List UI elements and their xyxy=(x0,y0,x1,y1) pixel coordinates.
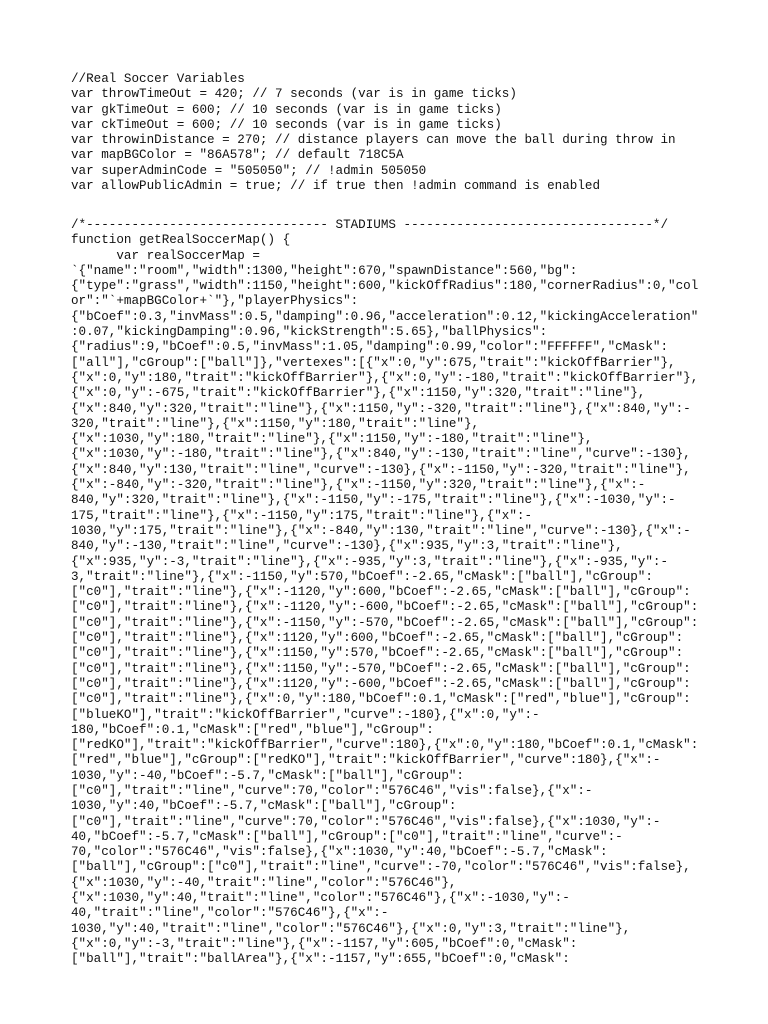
variables-code-line: var throwTimeOut = 420; // 7 seconds (var is in game ticks) xyxy=(71,87,517,102)
stadium-code-line: 175,"trait":"line"},{"x":-1150,"y":175,"trait":"line"},{"x":- xyxy=(71,508,533,523)
stadium-code-line: ["c0"],"trait":"line","curve":70,"color":"576C46","vis":false},{"x":1030,"y":- xyxy=(71,814,661,829)
stadium-code-line: 1030,"y":40,"bCoef":-5.7,"cMask":["ball"],"cGroup": xyxy=(71,799,457,814)
stadium-code-line: ["c0"],"trait":"line"},{"x":1120,"y":600,"bCoef":-2.65,"cMask":["ball"],"cGroup": xyxy=(71,631,684,646)
stadium-code-line: 1030,"y":-40,"bCoef":-5.7,"cMask":["ball"],"cGroup": xyxy=(71,768,464,783)
variables-code-line: var superAdminCode = "505050"; // !admin 505050 xyxy=(71,163,427,178)
stadium-code-line: 3,"trait":"line"},{"x":-1150,"y":570,"bCoef":-2.65,"cMask":["ball"],"cGroup": xyxy=(71,569,653,584)
stadium-code-line: 1030,"y":40,"trait":"line","color":"576C46"},{"x":0,"y":3,"trait":"line"}, xyxy=(71,921,631,936)
stadium-code-line: 40,"trait":"line","color":"576C46"},{"x":- xyxy=(71,906,389,921)
variables-code-block xyxy=(71,72,676,194)
stadium-code-block xyxy=(71,218,698,968)
stadium-code-line: ["c0"],"trait":"line"},{"x":1150,"y":570,"bCoef":-2.65,"cMask":["ball"],"cGroup": xyxy=(71,646,684,661)
stadium-code-line: {"x":1030,"y":-40,"trait":"line","color":"576C46"}, xyxy=(71,875,457,890)
variables-code-line: var mapBGColor = "86A578"; // default 718C5A xyxy=(71,148,404,163)
stadium-code-line: or":"`+mapBGColor+`"},"playerPhysics": xyxy=(71,294,359,309)
stadium-code-line: {"x":935,"y":-3,"trait":"line"},{"x":-935,"y":3,"trait":"line"},{"x":-935,"y":- xyxy=(71,554,669,569)
stadium-code-line: ["ball"],"cGroup":["c0"],"trait":"line","curve":-70,"color":"576C46","vis":false}, xyxy=(71,860,691,875)
variables-code-line: var ckTimeOut = 600; // 10 seconds (var is in game ticks) xyxy=(71,117,502,132)
stadium-code-line: {"x":840,"y":130,"trait":"line","curve":-130},{"x":-1150,"y":-320,"trait":"line"}, xyxy=(71,462,691,477)
stadium-code-line: var realSoccerMap = xyxy=(71,248,260,263)
stadium-code-line: {"x":-840,"y":-320,"trait":"line"},{"x":-1150,"y":320,"trait":"line"},{"x":- xyxy=(71,478,646,493)
stadium-code-line: 840,"y":-130,"trait":"line","curve":-130},{"x":935,"y":3,"trait":"line"}, xyxy=(71,539,623,554)
stadium-code-line: ["c0"],"trait":"line"},{"x":1120,"y":-600,"bCoef":-2.65,"cMask":["ball"],"cGroup": xyxy=(71,676,691,691)
stadium-code-line: 320,"trait":"line"},{"x":1150,"y":180,"trait":"line"}, xyxy=(71,416,480,431)
stadium-code-line: {"x":0,"y":-675,"trait":"kickOffBarrier"},{"x":1150,"y":320,"trait":"line"}, xyxy=(71,386,646,401)
stadium-code-line: 40,"bCoef":-5.7,"cMask":["ball"],"cGroup":["c0"],"trait":"line","curve":- xyxy=(71,829,623,844)
stadium-code-line: ["c0"],"trait":"line"},{"x":1150,"y":-570,"bCoef":-2.65,"cMask":["ball"],"cGroup": xyxy=(71,661,691,676)
stadium-code-line: ["c0"],"trait":"line","curve":70,"color":"576C46","vis":false},{"x":- xyxy=(71,783,593,798)
variables-code-line: var allowPublicAdmin = true; // if true then !admin command is enabled xyxy=(71,179,601,194)
stadium-code-line: {"type":"grass","width":1150,"height":600,"kickOffRadius":180,"cornerRadius":0,"col xyxy=(71,279,699,294)
variables-code-line: var gkTimeOut = 600; // 10 seconds (var is in game ticks) xyxy=(71,102,502,117)
variables-code-line: //Real Soccer Variables xyxy=(71,72,245,86)
stadium-code-line: {"bCoef":0.3,"invMass":0.5,"damping":0.96,"acceleration":0.12,"kickingAcceleration" xyxy=(71,309,699,324)
stadium-code-line: ["c0"],"trait":"line"},{"x":0,"y":180,"bCoef":0.1,"cMask":["red","blue"],"cGroup": xyxy=(71,692,691,707)
stadium-code-line: {"x":1030,"y":40,"trait":"line","color":"576C46"},{"x":-1030,"y":- xyxy=(71,891,570,906)
stadium-code-line: :0.07,"kickingDamping":0.96,"kickStrength":5.65},"ballPhysics": xyxy=(71,325,548,340)
stadium-code-line: {"x":1030,"y":-180,"trait":"line"},{"x":840,"y":-130,"trait":"line","curve":-130}, xyxy=(71,447,691,462)
stadium-code-line: ["c0"],"trait":"line"},{"x":-1120,"y":-600,"bCoef":-2.65,"cMask":["ball"],"cGroup": xyxy=(71,600,699,615)
stadium-code-line: ["redKO"],"trait":"kickOffBarrier","curve":180},{"x":0,"y":180,"bCoef":0.1,"cMask": xyxy=(71,738,699,753)
stadium-code-line: ["c0"],"trait":"line"},{"x":-1120,"y":600,"bCoef":-2.65,"cMask":["ball"],"cGroup": xyxy=(71,585,691,600)
stadium-code-line: ["blueKO"],"trait":"kickOffBarrier","curve":-180},{"x":0,"y":- xyxy=(71,707,540,722)
stadium-code-line: ["red","blue"],"cGroup":["redKO"],"trait":"kickOffBarrier","curve":180},{"x":- xyxy=(71,753,661,768)
stadium-code-line: ["c0"],"trait":"line"},{"x":-1150,"y":-570,"bCoef":-2.65,"cMask":["ball"],"cGroup": xyxy=(71,615,699,630)
stadium-code-line: {"x":1030,"y":180,"trait":"line"},{"x":1150,"y":-180,"trait":"line"}, xyxy=(71,432,593,447)
stadium-code-line: ["all"],"cGroup":["ball"]},"vertexes":[{"x":0,"y":675,"trait":"kickOffBarrier"}, xyxy=(71,355,676,370)
stadium-code-line: `{"name":"room","width":1300,"height":670,"spawnDistance":560,"bg": xyxy=(71,263,578,278)
stadium-code-line: {"x":0,"y":-3,"trait":"line"},{"x":-1157,"y":605,"bCoef":0,"cMask": xyxy=(71,936,578,951)
stadium-code-line: /*-------------------------------- STADIUMS ---------------------------------*/ xyxy=(71,218,669,232)
stadium-code-line: {"radius":9,"bCoef":0.5,"invMass":1.05,"damping":0.99,"color":"FFFFFF","cMask": xyxy=(71,340,669,355)
stadium-code-line: ["ball"],"trait":"ballArea"},{"x":-1157,"y":655,"bCoef":0,"cMask": xyxy=(71,952,570,967)
stadium-code-line: 70,"color":"576C46","vis":false},{"x":1030,"y":40,"bCoef":-5.7,"cMask": xyxy=(71,845,608,860)
stadium-code-line: 1030,"y":175,"trait":"line"},{"x":-840,"y":130,"trait":"line","curve":-130},{"x":- xyxy=(71,523,691,538)
stadium-code-line: {"x":0,"y":180,"trait":"kickOffBarrier"},{"x":0,"y":-180,"trait":"kickOffBarrier"}, xyxy=(71,370,699,385)
stadium-code-line: function getRealSoccerMap() { xyxy=(71,233,291,248)
stadium-code-line: 840,"y":320,"trait":"line"},{"x":-1150,"y":-175,"trait":"line"},{"x":-1030,"y":- xyxy=(71,493,676,508)
stadium-code-line: {"x":840,"y":320,"trait":"line"},{"x":1150,"y":-320,"trait":"line"},{"x":840,"y":- xyxy=(71,401,691,416)
variables-code-line: var throwinDistance = 270; // distance players can move the ball during throw in xyxy=(71,133,676,148)
stadium-code-line: 180,"bCoef":0.1,"cMask":["red","blue"],"cGroup": xyxy=(71,722,434,737)
